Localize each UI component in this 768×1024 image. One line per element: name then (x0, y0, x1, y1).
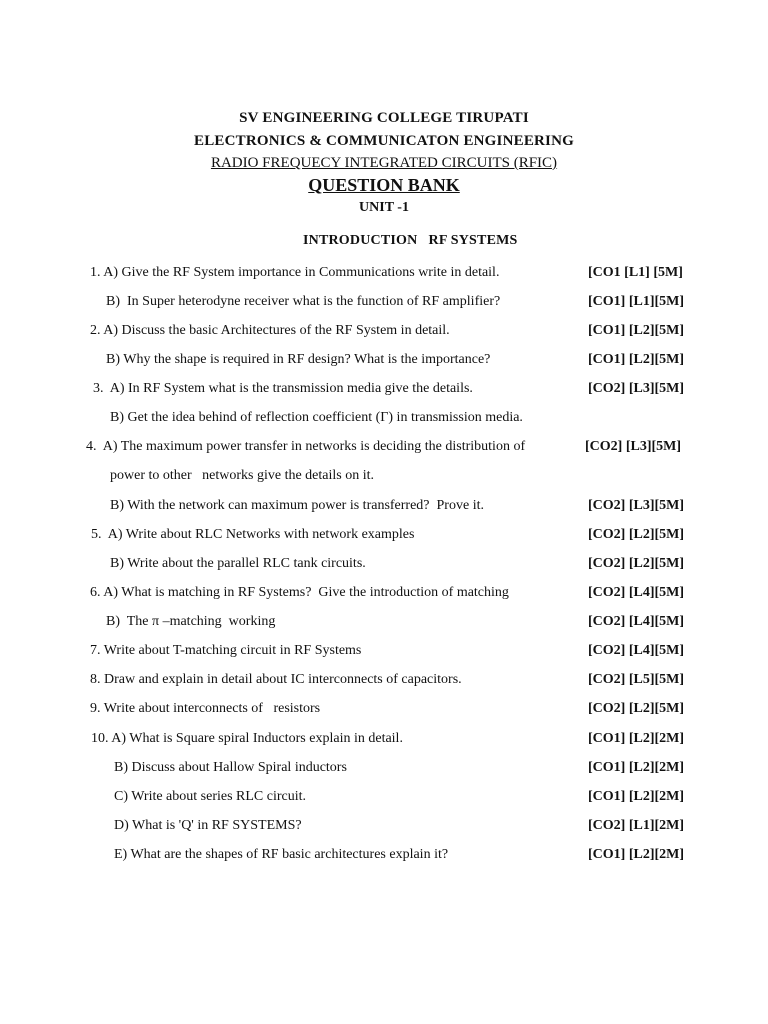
question-text: E) What are the shapes of RF basic architectures explain it? (114, 847, 449, 862)
question-text: 10. A) What is Square spiral Inductors explain in detail. (91, 731, 403, 746)
question-row (0, 527, 685, 547)
question-code: [CO1] [L2][2M] (588, 789, 685, 804)
question-code: [CO1] [L2][2M] (588, 847, 685, 862)
question-code: [CO1 [L1] [5M] (588, 265, 683, 280)
question-text: 3. A) In RF System what is the transmission media give the details. (93, 381, 473, 396)
question-text: C) Write about series RLC circuit. (114, 789, 307, 804)
question-text: D) What is 'Q' in RF SYSTEMS? (114, 818, 302, 833)
question-row (0, 731, 685, 751)
question-code: [CO2] [L2][5M] (588, 527, 685, 542)
question-text: 6. A) What is matching in RF Systems? Give the introduction of matching (90, 585, 509, 600)
question-text: 4. A) The maximum power transfer in networks is deciding the distribution of (86, 439, 526, 454)
question-row (0, 265, 683, 285)
question-row (0, 468, 374, 488)
question-text: B) Discuss about Hallow Spiral inductors (114, 760, 347, 775)
question-text: 9. Write about interconnects of resistors (90, 701, 321, 716)
question-code: [CO1] [L2][2M] (588, 731, 685, 746)
question-text: 7. Write about T-matching circuit in RF Systems (90, 643, 362, 658)
question-text: 2. A) Discuss the basic Architectures of the RF System in detail. (90, 323, 450, 338)
question-code: [CO2] [L4][5M] (588, 614, 685, 629)
question-row (0, 323, 685, 343)
question-row (0, 701, 685, 721)
question-code: [CO2] [L3][5M] (588, 498, 685, 513)
question-text: B) In Super heterodyne receiver what is the function of RF amplifier? (106, 294, 501, 309)
unit-label: UNIT -1 (359, 200, 409, 215)
question-code: [CO1] [L1][5M] (588, 294, 685, 309)
question-code: [CO2] [L2][5M] (588, 556, 685, 571)
question-row (0, 410, 523, 430)
question-text: B) Get the idea behind of reflection coefficient (Γ) in transmission media. (110, 410, 523, 425)
question-row (0, 556, 685, 576)
question-row (0, 352, 685, 372)
question-code: [CO1] [L2][5M] (588, 352, 685, 367)
question-row (0, 294, 685, 314)
college-name: SV ENGINEERING COLLEGE TIRUPATI (239, 110, 529, 126)
question-row (0, 585, 685, 605)
question-text: 8. Draw and explain in detail about IC interconnects of capacitors. (90, 672, 462, 687)
question-text: B) Why the shape is required in RF design? What is the importance? (106, 352, 491, 367)
question-code: [CO1] [L2][2M] (588, 760, 685, 775)
question-text: B) With the network can maximum power is transferred? Prove it. (110, 498, 484, 513)
department-name: ELECTRONICS & COMMUNICATON ENGINEERING (194, 133, 574, 149)
question-row (0, 847, 685, 867)
question-row (0, 381, 685, 401)
question-row (0, 789, 685, 809)
subject-name: RADIO FREQUECY INTEGRATED CIRCUITS (RFIC) (210, 155, 558, 171)
question-row (0, 439, 682, 459)
topic-heading: INTRODUCTION RF SYSTEMS (303, 233, 518, 248)
question-row (0, 672, 685, 692)
question-code: [CO2] [L4][5M] (588, 585, 685, 600)
question-row (0, 643, 685, 663)
question-code: [CO2] [L3][5M] (585, 439, 682, 454)
question-code: [CO2] [L4][5M] (588, 643, 685, 658)
question-row (0, 498, 685, 518)
question-text: power to other networks give the details on it. (110, 468, 374, 483)
question-text: B) The π –matching working (106, 614, 276, 629)
question-code: [CO2] [L5][5M] (588, 672, 685, 687)
question-row (0, 614, 685, 634)
question-text: 1. A) Give the RF System importance in Communications write in detail. (90, 265, 500, 280)
question-text: B) Write about the parallel RLC tank circuits. (110, 556, 366, 571)
question-row (0, 760, 685, 780)
document-title: QUESTION BANK (308, 175, 460, 195)
question-text: 5. A) Write about RLC Networks with network examples (91, 527, 415, 542)
question-row (0, 818, 685, 838)
question-code: [CO2] [L3][5M] (588, 381, 685, 396)
question-code: [CO2] [L2][5M] (588, 701, 685, 716)
question-code: [CO2] [L1][2M] (588, 818, 685, 833)
question-code: [CO1] [L2][5M] (588, 323, 685, 338)
